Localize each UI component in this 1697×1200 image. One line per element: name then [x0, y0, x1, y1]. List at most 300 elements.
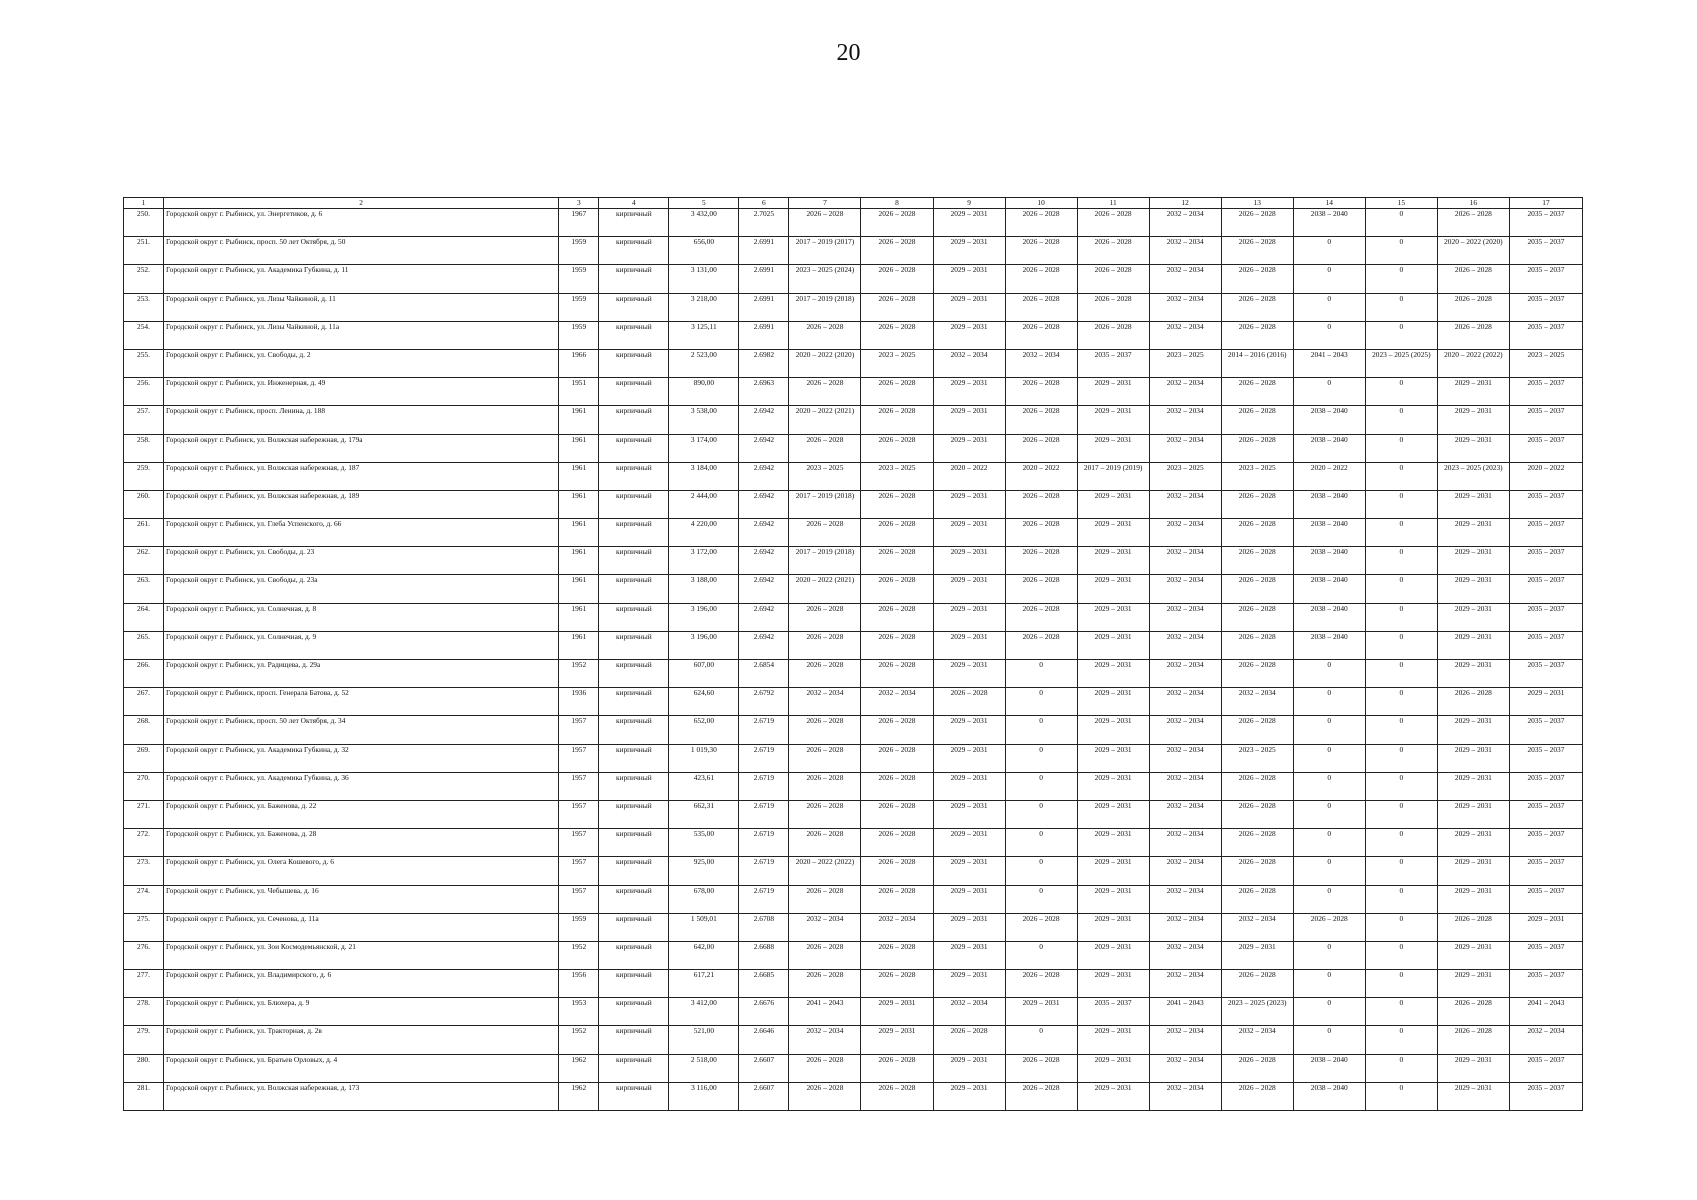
table-cell: 2029 – 2031: [1437, 829, 1509, 857]
table-row: [124, 1026, 1583, 1054]
table-cell: 0: [1293, 265, 1365, 293]
address-cell: Городской округ г. Рыбинск, ул. Свободы, д. 2: [164, 349, 559, 377]
table-cell: 2029 – 2031: [1077, 575, 1149, 603]
table-cell: 3 116,00: [669, 1082, 739, 1110]
table-cell: кирпичный: [599, 237, 669, 265]
table-cell: 2026 – 2028: [1005, 631, 1077, 659]
table-cell: 2026 – 2028: [861, 1054, 933, 1082]
table-cell: 2032 – 2034: [1149, 1026, 1221, 1054]
table-cell: 2026 – 2028: [1437, 293, 1509, 321]
table-cell: 2020 – 2022 (2022): [789, 857, 861, 885]
table-cell: 2032 – 2034: [933, 998, 1005, 1026]
table-cell: 2026 – 2028: [1221, 209, 1293, 237]
table-cell: 0: [1365, 913, 1437, 941]
table-cell: 2026 – 2028: [789, 772, 861, 800]
table-cell: 2.6646: [739, 1026, 789, 1054]
address-cell: Городской округ г. Рыбинск, ул. Сеченова, д. 11а: [164, 913, 559, 941]
table-cell: 2035 – 2037: [1509, 406, 1582, 434]
table-cell: 2041 – 2043: [1509, 998, 1582, 1026]
table-cell: 2026 – 2028: [933, 688, 1005, 716]
table-cell: 2029 – 2031: [933, 913, 1005, 941]
table-cell: 0: [1365, 519, 1437, 547]
table-cell: 0: [1293, 998, 1365, 1026]
table-row: [124, 349, 1583, 377]
table-cell: 1957: [559, 885, 599, 913]
table-row: [124, 1054, 1583, 1082]
table-cell: кирпичный: [599, 772, 669, 800]
address-cell: Городской округ г. Рыбинск, ул. Инженерная, д. 49: [164, 378, 559, 406]
table-cell: 1959: [559, 237, 599, 265]
column-header-1: 1: [124, 198, 164, 209]
table-cell: 2026 – 2028: [1005, 237, 1077, 265]
table-cell: 2029 – 2031: [1437, 434, 1509, 462]
table-cell: 2029 – 2031: [1077, 406, 1149, 434]
table-cell: 2038 – 2040: [1293, 519, 1365, 547]
table-cell: 1952: [559, 660, 599, 688]
table-cell: 1961: [559, 406, 599, 434]
table-cell: 266.: [124, 660, 164, 688]
table-cell: 2032 – 2034: [1149, 857, 1221, 885]
table-cell: 2035 – 2037: [1509, 321, 1582, 349]
table-cell: 2026 – 2028: [1221, 490, 1293, 518]
table-cell: 2026 – 2028: [861, 490, 933, 518]
table-cell: 1961: [559, 519, 599, 547]
table-cell: 2023 – 2025: [1221, 462, 1293, 490]
table-cell: 270.: [124, 772, 164, 800]
address-cell: Городской округ г. Рыбинск, ул. Свободы, д. 23: [164, 547, 559, 575]
table-cell: 2023 – 2025: [1149, 349, 1221, 377]
table-cell: 1951: [559, 378, 599, 406]
table-cell: 2.6942: [739, 462, 789, 490]
table-cell: 2029 – 2031: [1437, 603, 1509, 631]
table-cell: 2032 – 2034: [1221, 688, 1293, 716]
table-cell: 2029 – 2031: [1437, 490, 1509, 518]
table-row: [124, 688, 1583, 716]
table-cell: 2029 – 2031: [933, 378, 1005, 406]
table-cell: кирпичный: [599, 829, 669, 857]
table-cell: 0: [1365, 434, 1437, 462]
table-cell: 0: [1365, 406, 1437, 434]
table-cell: 2026 – 2028: [1005, 490, 1077, 518]
table-cell: 2029 – 2031: [1077, 547, 1149, 575]
table-cell: 0: [1365, 237, 1437, 265]
table-cell: 2020 – 2022 (2020): [1437, 237, 1509, 265]
table-cell: 2026 – 2028: [1437, 913, 1509, 941]
table-cell: кирпичный: [599, 688, 669, 716]
table-row: [124, 490, 1583, 518]
table-cell: 2023 – 2025: [1509, 349, 1582, 377]
table-cell: 2026 – 2028: [861, 434, 933, 462]
address-cell: Городской округ г. Рыбинск, ул. Лизы Чайкиной, д. 11: [164, 293, 559, 321]
table-cell: 2020 – 2022 (2022): [1437, 349, 1509, 377]
table-cell: 2020 – 2022: [1005, 462, 1077, 490]
table-cell: 2029 – 2031: [933, 1082, 1005, 1110]
table-cell: 2032 – 2034: [1149, 885, 1221, 913]
table-cell: 925,00: [669, 857, 739, 885]
table-cell: 2020 – 2022: [1509, 462, 1582, 490]
table-cell: 2026 – 2028: [861, 800, 933, 828]
table-cell: 2041 – 2043: [1293, 349, 1365, 377]
table-cell: 3 538,00: [669, 406, 739, 434]
table-cell: 280.: [124, 1054, 164, 1082]
table-cell: 2023 – 2025: [1149, 462, 1221, 490]
table-cell: 2023 – 2025 (2023): [1437, 462, 1509, 490]
table-cell: 0: [1365, 970, 1437, 998]
table-cell: 2023 – 2025 (2024): [789, 265, 861, 293]
table-row: [124, 293, 1583, 321]
table-cell: кирпичный: [599, 631, 669, 659]
table-cell: 276.: [124, 941, 164, 969]
table-cell: 0: [1293, 716, 1365, 744]
table-cell: 2029 – 2031: [933, 885, 1005, 913]
table-cell: 0: [1365, 547, 1437, 575]
table-cell: 0: [1005, 857, 1077, 885]
table-cell: 2026 – 2028: [861, 772, 933, 800]
table-cell: 1953: [559, 998, 599, 1026]
table-cell: 2026 – 2028: [861, 941, 933, 969]
table-cell: 2026 – 2028: [789, 434, 861, 462]
table-cell: 2032 – 2034: [1149, 603, 1221, 631]
table-cell: 2032 – 2034: [1221, 1026, 1293, 1054]
table-cell: 2.7025: [739, 209, 789, 237]
address-cell: Городской округ г. Рыбинск, ул. Лизы Чайкиной, д. 11а: [164, 321, 559, 349]
table-cell: 2029 – 2031: [1077, 688, 1149, 716]
table-cell: кирпичный: [599, 716, 669, 744]
table-cell: 4 220,00: [669, 519, 739, 547]
table-cell: 2029 – 2031: [1077, 857, 1149, 885]
table-cell: 2032 – 2034: [1149, 237, 1221, 265]
table-cell: 2026 – 2028: [1005, 913, 1077, 941]
table-cell: 2026 – 2028: [1221, 660, 1293, 688]
table-cell: 2029 – 2031: [933, 321, 1005, 349]
address-cell: Городской округ г. Рыбинск, ул. Волжская набережная, д. 173: [164, 1082, 559, 1110]
address-cell: Городской округ г. Рыбинск, ул. Блюхера, д. 9: [164, 998, 559, 1026]
table-row: [124, 547, 1583, 575]
table-row: [124, 406, 1583, 434]
table-cell: 2029 – 2031: [1077, 885, 1149, 913]
table-cell: 2.6991: [739, 321, 789, 349]
table-cell: кирпичный: [599, 744, 669, 772]
column-header-4: 4: [599, 198, 669, 209]
table-cell: 2026 – 2028: [1005, 575, 1077, 603]
table-cell: 2035 – 2037: [1509, 941, 1582, 969]
table-cell: 2032 – 2034: [1149, 265, 1221, 293]
table-cell: 2026 – 2028: [1005, 293, 1077, 321]
table-cell: 2029 – 2031: [1077, 631, 1149, 659]
table-cell: 281.: [124, 1082, 164, 1110]
table-cell: 2035 – 2037: [1077, 998, 1149, 1026]
table-cell: 2035 – 2037: [1509, 829, 1582, 857]
table-cell: 2 523,00: [669, 349, 739, 377]
table-cell: 2035 – 2037: [1509, 1082, 1582, 1110]
table-cell: 2026 – 2028: [789, 631, 861, 659]
table-cell: 2029 – 2031: [1077, 800, 1149, 828]
table-cell: 2.6685: [739, 970, 789, 998]
table-cell: 2032 – 2034: [1149, 406, 1221, 434]
table-cell: 2026 – 2028: [1221, 885, 1293, 913]
table-cell: 2032 – 2034: [1149, 1054, 1221, 1082]
table-row: [124, 434, 1583, 462]
table-cell: 2029 – 2031: [1077, 970, 1149, 998]
table-cell: 2026 – 2028: [1437, 1026, 1509, 1054]
table-row: [124, 378, 1583, 406]
table-cell: 2029 – 2031: [1077, 434, 1149, 462]
table-cell: 2032 – 2034: [789, 1026, 861, 1054]
table-cell: 2035 – 2037: [1509, 660, 1582, 688]
address-cell: Городской округ г. Рыбинск, ул. Энергетиков, д. 6: [164, 209, 559, 237]
table-row: [124, 631, 1583, 659]
table-cell: 2035 – 2037: [1509, 716, 1582, 744]
table-cell: 2023 – 2025: [1221, 744, 1293, 772]
table-cell: 2038 – 2040: [1293, 631, 1365, 659]
table-cell: 3 432,00: [669, 209, 739, 237]
table-cell: 2029 – 2031: [1077, 941, 1149, 969]
table-row: [124, 913, 1583, 941]
table-cell: 0: [1293, 321, 1365, 349]
table-cell: 250.: [124, 209, 164, 237]
table-cell: 2.6942: [739, 490, 789, 518]
table-cell: 2026 – 2028: [1077, 209, 1149, 237]
column-header-5: 5: [669, 198, 739, 209]
table-row: [124, 970, 1583, 998]
table-cell: 258.: [124, 434, 164, 462]
table-cell: 0: [1365, 575, 1437, 603]
table-cell: 0: [1005, 800, 1077, 828]
address-cell: Городской округ г. Рыбинск, ул. Владимирского, д. 6: [164, 970, 559, 998]
table-cell: 3 412,00: [669, 998, 739, 1026]
table-cell: 0: [1365, 209, 1437, 237]
table-cell: 2029 – 2031: [933, 265, 1005, 293]
table-cell: 2026 – 2028: [1221, 293, 1293, 321]
table-cell: 2026 – 2028: [1437, 998, 1509, 1026]
table-cell: 2032 – 2034: [1149, 829, 1221, 857]
table-cell: 279.: [124, 1026, 164, 1054]
table-cell: 2029 – 2031: [1077, 519, 1149, 547]
table-cell: 2026 – 2028: [1221, 970, 1293, 998]
address-cell: Городской округ г. Рыбинск, просп. 50 лет Октября, д. 34: [164, 716, 559, 744]
table-cell: 2026 – 2028: [789, 1082, 861, 1110]
table-cell: 2029 – 2031: [1437, 519, 1509, 547]
table-cell: 274.: [124, 885, 164, 913]
table-cell: 2029 – 2031: [933, 716, 1005, 744]
table-cell: 3 125,11: [669, 321, 739, 349]
table-cell: 2017 – 2019 (2018): [789, 293, 861, 321]
table-cell: кирпичный: [599, 209, 669, 237]
table-cell: 2035 – 2037: [1509, 575, 1582, 603]
table-cell: 2.6963: [739, 378, 789, 406]
address-cell: Городской округ г. Рыбинск, ул. Академика Губкина, д. 36: [164, 772, 559, 800]
table-cell: 2026 – 2028: [1005, 265, 1077, 293]
table-cell: 2.6719: [739, 857, 789, 885]
table-cell: 2026 – 2028: [789, 800, 861, 828]
table-cell: 2 444,00: [669, 490, 739, 518]
table-cell: 277.: [124, 970, 164, 998]
table-cell: 2026 – 2028: [1221, 434, 1293, 462]
table-cell: 2026 – 2028: [861, 857, 933, 885]
table-cell: 2032 – 2034: [1149, 434, 1221, 462]
address-cell: Городской округ г. Рыбинск, ул. Солнечная, д. 8: [164, 603, 559, 631]
table-cell: 1957: [559, 800, 599, 828]
table-cell: 521,00: [669, 1026, 739, 1054]
column-header-17: 17: [1509, 198, 1582, 209]
table-cell: 3 188,00: [669, 575, 739, 603]
table-cell: 2029 – 2031: [1437, 970, 1509, 998]
table-cell: 0: [1005, 829, 1077, 857]
table-cell: 2035 – 2037: [1509, 547, 1582, 575]
table-cell: 0: [1365, 293, 1437, 321]
table-cell: 262.: [124, 547, 164, 575]
table-cell: 2035 – 2037: [1509, 603, 1582, 631]
table-cell: 2.6942: [739, 434, 789, 462]
table-cell: 2026 – 2028: [1077, 265, 1149, 293]
table-cell: 0: [1365, 321, 1437, 349]
table-cell: 2038 – 2040: [1293, 209, 1365, 237]
table-cell: 2026 – 2028: [1221, 519, 1293, 547]
table-cell: 2.6676: [739, 998, 789, 1026]
table-cell: 261.: [124, 519, 164, 547]
table-row: [124, 462, 1583, 490]
table-row: [124, 716, 1583, 744]
table-cell: 2035 – 2037: [1509, 1054, 1582, 1082]
table-cell: 2029 – 2031: [861, 998, 933, 1026]
table-cell: 2020 – 2022 (2021): [789, 406, 861, 434]
column-header-14: 14: [1293, 198, 1365, 209]
address-cell: Городской округ г. Рыбинск, ул. Волжская набережная, д. 179а: [164, 434, 559, 462]
table-row: [124, 519, 1583, 547]
column-header-13: 13: [1221, 198, 1293, 209]
table-cell: 2032 – 2034: [1149, 321, 1221, 349]
table-cell: 3 184,00: [669, 462, 739, 490]
table-cell: 2026 – 2028: [1437, 321, 1509, 349]
table-cell: 2026 – 2028: [1221, 1082, 1293, 1110]
table-cell: 2035 – 2037: [1509, 772, 1582, 800]
table-cell: 2026 – 2028: [861, 209, 933, 237]
table-cell: 2035 – 2037: [1509, 885, 1582, 913]
table-cell: кирпичный: [599, 660, 669, 688]
table-cell: 1962: [559, 1082, 599, 1110]
table-cell: 2029 – 2031: [1437, 660, 1509, 688]
table-cell: 607,00: [669, 660, 739, 688]
table-cell: 2026 – 2028: [861, 378, 933, 406]
table-cell: 260.: [124, 490, 164, 518]
table-cell: 662,31: [669, 800, 739, 828]
table-cell: 0: [1293, 1026, 1365, 1054]
table-cell: 2026 – 2028: [1005, 434, 1077, 462]
table-cell: 890,00: [669, 378, 739, 406]
table-cell: 2035 – 2037: [1509, 490, 1582, 518]
table-cell: 2029 – 2031: [1077, 772, 1149, 800]
table-cell: 2029 – 2031: [1077, 1026, 1149, 1054]
table-cell: 0: [1005, 660, 1077, 688]
table-cell: 2026 – 2028: [861, 519, 933, 547]
table-cell: 2041 – 2043: [1149, 998, 1221, 1026]
table-cell: 2026 – 2028: [861, 970, 933, 998]
address-cell: Городской округ г. Рыбинск, ул. Академика Губкина, д. 11: [164, 265, 559, 293]
table-cell: 2.6688: [739, 941, 789, 969]
table-cell: 2020 – 2022: [933, 462, 1005, 490]
table-row: [124, 800, 1583, 828]
table-cell: 2029 – 2031: [1437, 772, 1509, 800]
table-cell: 0: [1365, 941, 1437, 969]
table-cell: 678,00: [669, 885, 739, 913]
table-cell: 3 196,00: [669, 603, 739, 631]
table-cell: 2026 – 2028: [1221, 772, 1293, 800]
table-row: [124, 237, 1583, 265]
table-cell: 2023 – 2025 (2025): [1365, 349, 1437, 377]
table-cell: 2032 – 2034: [1149, 1082, 1221, 1110]
table-cell: 2026 – 2028: [789, 378, 861, 406]
table-cell: 2032 – 2034: [1149, 800, 1221, 828]
table-cell: 251.: [124, 237, 164, 265]
table-cell: 0: [1293, 970, 1365, 998]
table-row: [124, 209, 1583, 237]
table-cell: 1961: [559, 434, 599, 462]
table-cell: 2035 – 2037: [1509, 209, 1582, 237]
table-cell: 0: [1365, 744, 1437, 772]
table-cell: 2.6854: [739, 660, 789, 688]
table-cell: 2.6719: [739, 800, 789, 828]
table-cell: 2023 – 2025: [861, 462, 933, 490]
table-cell: 3 172,00: [669, 547, 739, 575]
table-cell: 2026 – 2028: [789, 603, 861, 631]
table-cell: 2029 – 2031: [933, 519, 1005, 547]
address-cell: Городской округ г. Рыбинск, ул. Радищева, д. 29а: [164, 660, 559, 688]
page-number: 20: [836, 40, 861, 66]
table-cell: 252.: [124, 265, 164, 293]
table-cell: 0: [1293, 829, 1365, 857]
table-cell: кирпичный: [599, 293, 669, 321]
table-cell: 0: [1293, 941, 1365, 969]
table-cell: 2.6792: [739, 688, 789, 716]
table-cell: 2026 – 2028: [1005, 519, 1077, 547]
table-cell: 2029 – 2031: [1437, 800, 1509, 828]
table-cell: 2035 – 2037: [1509, 237, 1582, 265]
table-cell: 2041 – 2043: [789, 998, 861, 1026]
table-cell: 2026 – 2028: [789, 970, 861, 998]
table-cell: 2026 – 2028: [789, 519, 861, 547]
table-cell: 1952: [559, 1026, 599, 1054]
table-cell: 2026 – 2028: [1221, 857, 1293, 885]
table-cell: 2029 – 2031: [1509, 688, 1582, 716]
table-cell: кирпичный: [599, 434, 669, 462]
table-cell: 1957: [559, 829, 599, 857]
column-header-3: 3: [559, 198, 599, 209]
table-cell: 2032 – 2034: [1005, 349, 1077, 377]
table-cell: 617,21: [669, 970, 739, 998]
table-cell: 2.6991: [739, 293, 789, 321]
table-cell: 2.6942: [739, 603, 789, 631]
table-cell: 2029 – 2031: [933, 660, 1005, 688]
address-cell: Городской округ г. Рыбинск, ул. Свободы, д. 23а: [164, 575, 559, 603]
table-cell: 2029 – 2031: [1509, 913, 1582, 941]
table-cell: 0: [1365, 829, 1437, 857]
table-row: [124, 885, 1583, 913]
table-cell: 1967: [559, 209, 599, 237]
table-cell: 2026 – 2028: [861, 885, 933, 913]
table-cell: кирпичный: [599, 490, 669, 518]
address-cell: Городской округ г. Рыбинск, ул. Академика Губкина, д. 32: [164, 744, 559, 772]
table-cell: кирпичный: [599, 970, 669, 998]
table-cell: кирпичный: [599, 998, 669, 1026]
table-cell: 2029 – 2031: [1077, 378, 1149, 406]
table-cell: 2029 – 2031: [1437, 857, 1509, 885]
address-cell: Городской округ г. Рыбинск, ул. Волжская набережная, д. 189: [164, 490, 559, 518]
table-cell: 2026 – 2028: [1221, 265, 1293, 293]
table-cell: 2.6607: [739, 1054, 789, 1082]
table-cell: 2029 – 2031: [1077, 1054, 1149, 1082]
table-cell: 2029 – 2031: [1437, 716, 1509, 744]
table-cell: 3 131,00: [669, 265, 739, 293]
